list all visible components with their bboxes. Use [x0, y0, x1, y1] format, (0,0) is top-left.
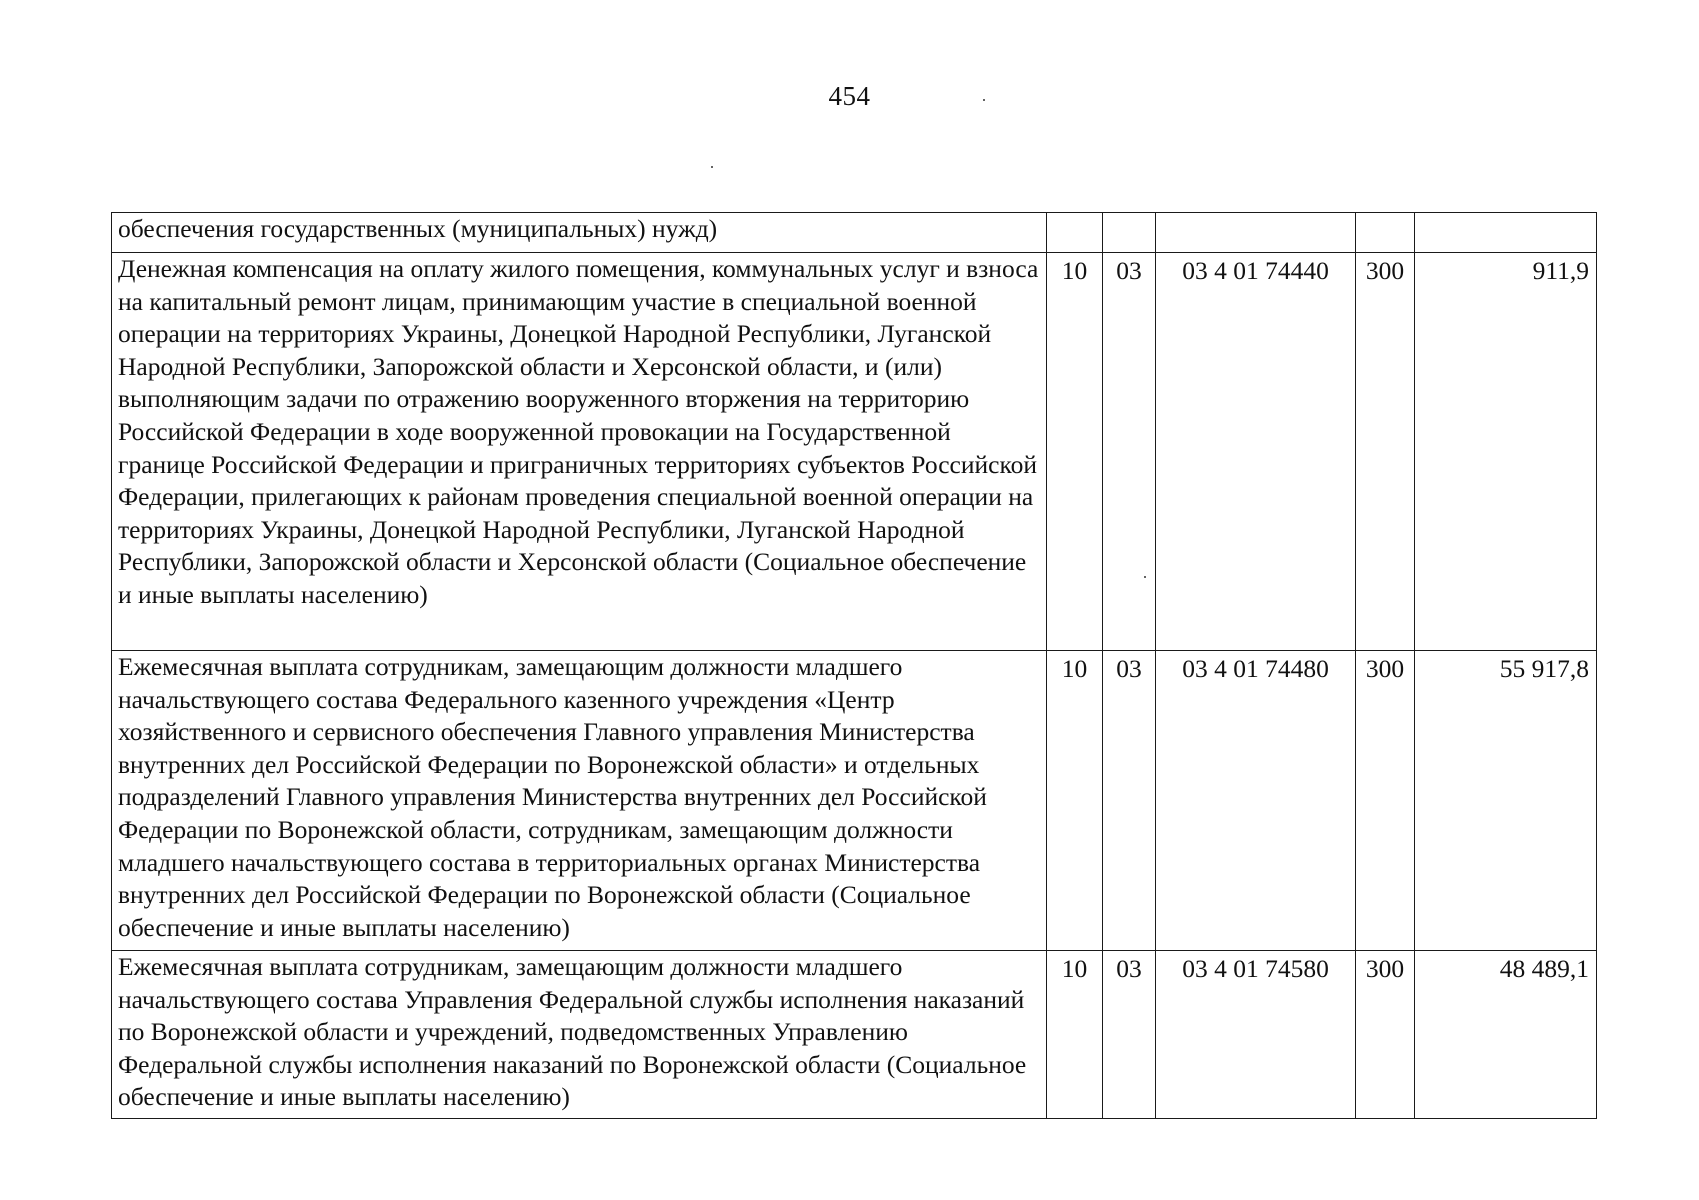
scan-speck [983, 99, 985, 101]
amount-value [1415, 213, 1597, 253]
expense-type-code: 300 [1356, 951, 1415, 1119]
row-description: обеспечения государственных (муниципальных) нужд) [112, 213, 1047, 253]
table-row [112, 213, 1597, 253]
table-row [112, 951, 1597, 1119]
budget-allocation-table [111, 212, 1597, 1119]
scan-speck [711, 166, 713, 168]
expense-type-code: 300 [1356, 651, 1415, 951]
expense-type-code: 300 [1356, 253, 1415, 651]
subsection-code [1103, 213, 1156, 253]
amount-value: 55 917,8 [1415, 651, 1597, 951]
section-code [1047, 213, 1103, 253]
subsection-code: 03 [1103, 253, 1156, 651]
subsection-code: 03 [1103, 951, 1156, 1119]
amount-value: 48 489,1 [1415, 951, 1597, 1119]
page-number: 454 [828, 81, 871, 111]
subsection-code: 03 [1103, 651, 1156, 951]
target-article-code: 03 4 01 74580 [1156, 951, 1356, 1119]
target-article-code: 03 4 01 74480 [1156, 651, 1356, 951]
table-row [112, 253, 1597, 651]
row-description: Денежная компенсация на оплату жилого помещения, коммунальных услуг и взноса на капитальный ремонт лицам, принимающим участие в специальной военной операции на территориях Украины, Донецкой Народной Республики, Луганской Народной Республики, Запорожской области и Херсонской области, и (или) выполняющим задачи по отражению вооруженного вторжения на территорию Российской Федерации в ходе вооруженной провокации на Государственной границе Российской Федерации и приграничных территориях субъектов Российской Федерации, прилегающих к районам проведения специальной военной операции на территориях Украины, Донецкой Народной Республики, Луганской Народной Республики, Запорожской области и Херсонской области (Социальное обеспечение и иные выплаты населению) [112, 253, 1047, 651]
amount-value: 911,9 [1415, 253, 1597, 651]
target-article-code [1156, 213, 1356, 253]
section-code: 10 [1047, 651, 1103, 951]
section-code: 10 [1047, 951, 1103, 1119]
row-description: Ежемесячная выплата сотрудникам, замещающим должности младшего начальствующего состава Федерального казенного учреждения «Центр хозяйственного и сервисного обеспечения Главного управления Министерства внутренних дел Российской Федерации по Воронежской области» и отдельных подразделений Главного управления Министерства внутренних дел Российской Федерации по Воронежской области, сотрудникам, замещающим должности младшего начальствующего состава в территориальных органах Министерства внутренних дел Российской Федерации по Воронежской области (Социальное обеспечение и иные выплаты населению) [112, 651, 1047, 951]
row-description: Ежемесячная выплата сотрудникам, замещающим должности младшего начальствующего состава Управления Федеральной службы исполнения наказаний по Воронежской области и учреждений, подведомственных Управлению Федеральной службы исполнения наказаний по Воронежской области (Социальное обеспечение и иные выплаты населению) [112, 951, 1047, 1119]
table-row [112, 651, 1597, 951]
target-article-code: 03 4 01 74440 [1156, 253, 1356, 651]
section-code: 10 [1047, 253, 1103, 651]
expense-type-code [1356, 213, 1415, 253]
